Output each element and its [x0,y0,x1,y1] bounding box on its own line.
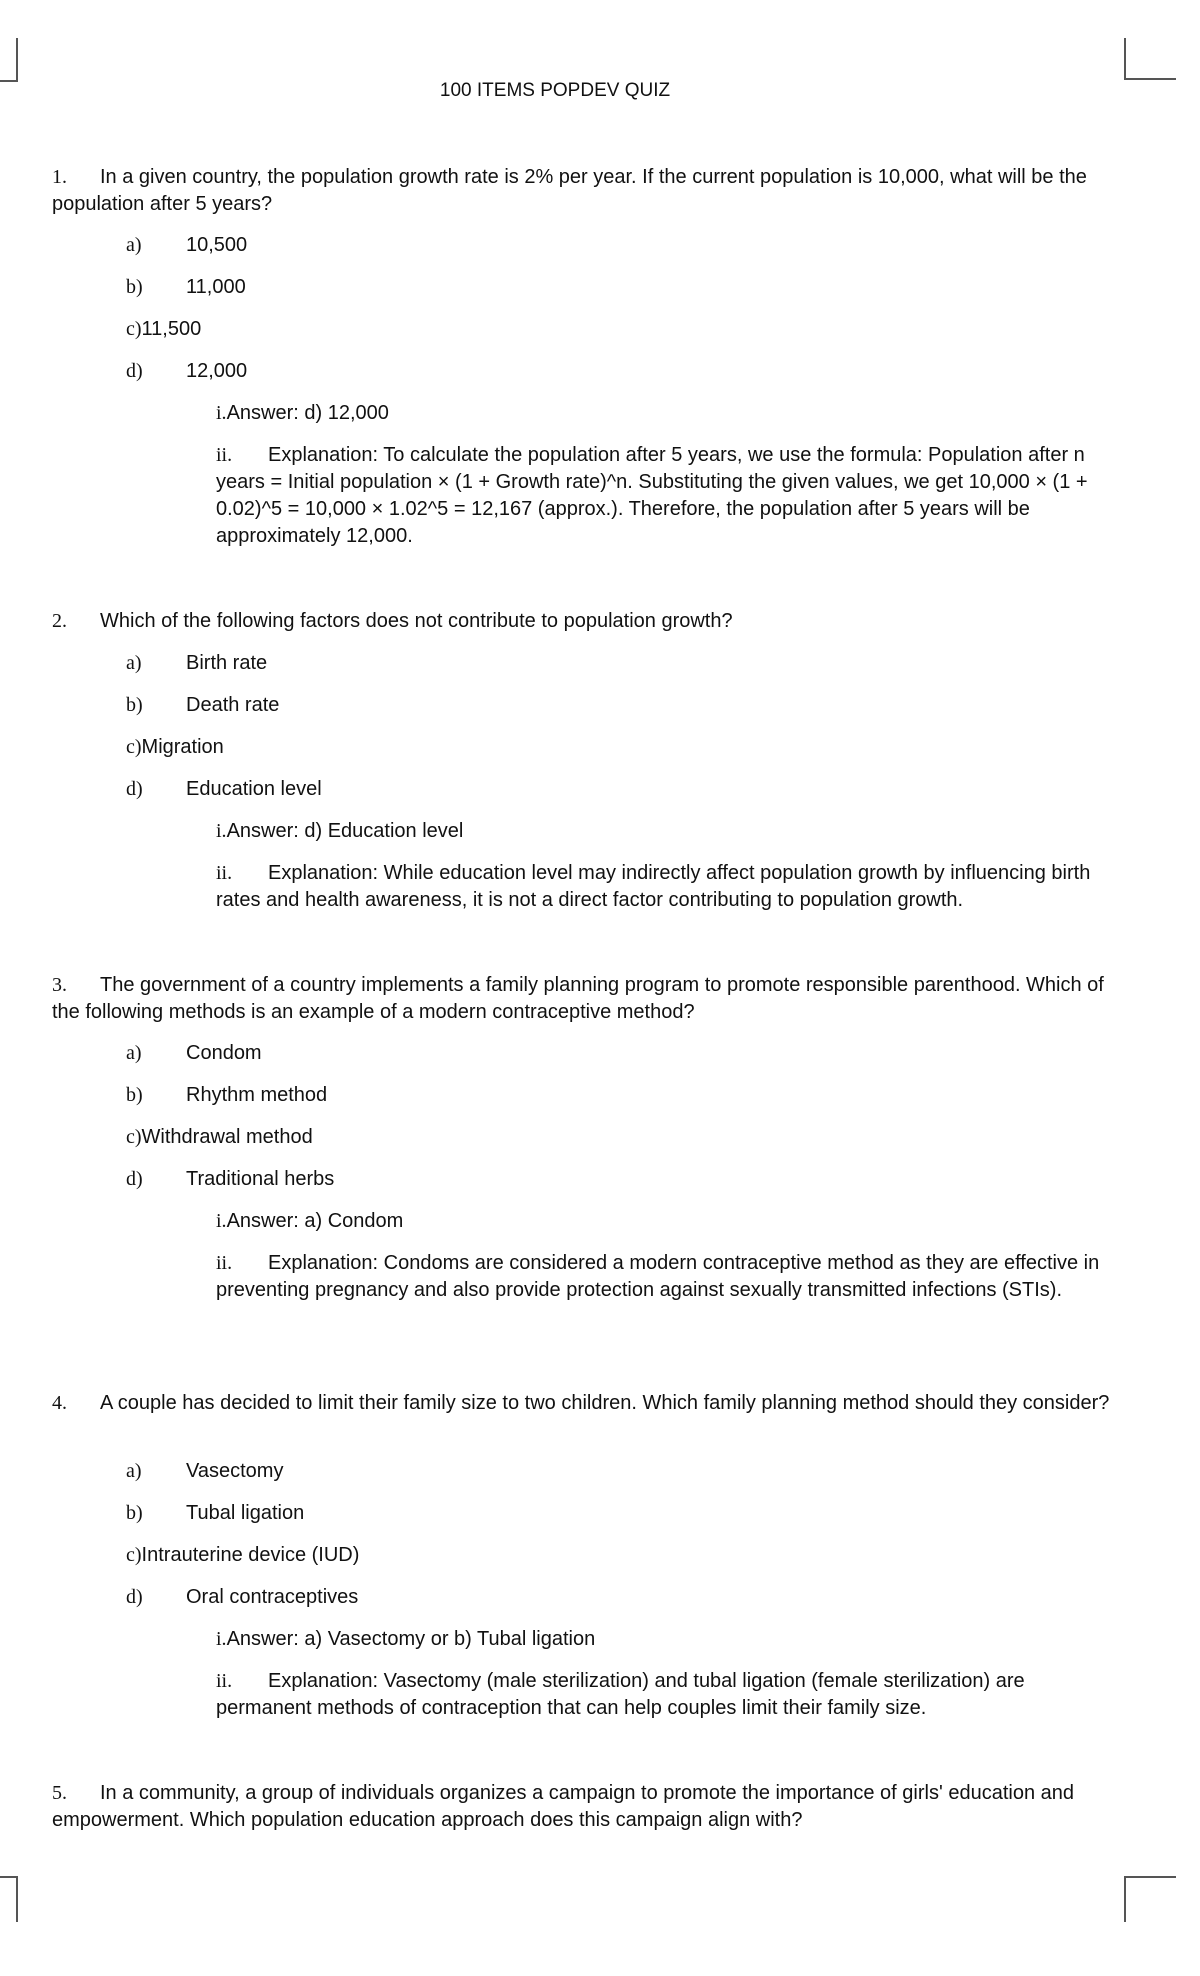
crop-mark-bottom-left [0,1876,18,1922]
explanation: ii. Explanation: While education level may indirectly affect population growth by influencing birth rates and health awareness, it is not a direct factor contributing to population growth. [216,862,1091,911]
crop-mark-top-left [0,38,18,82]
page-title: 100 ITEMS POPDEV QUIZ [439,80,671,101]
option-b: b) Death rate [126,694,280,716]
question-5 [52,1780,1112,1834]
option-c: c)Intrauterine device (IUD) [126,1544,360,1566]
question-text: In a community, a group of individuals organizes a campaign to promote the importance of girls' education and empowerment. Which population education approach does this campaign align with? [52,1782,1074,1831]
option-a: a) Birth rate [126,652,268,674]
question-number: 3. [52,974,67,996]
explanation: ii. Explanation: Condoms are considered a modern contraceptive method as they are effective in preventing pregnancy and also provide protection against sexually transmitted infections (STIs). [216,1252,1100,1301]
explanation: ii. Explanation: To calculate the population after 5 years, we use the formula: Population after n years = Initial population × (1 + Growth rate)^n. Substituting the given values, we get 10,000 × (1 + 0.02)^5 = 10,000 × 1.02^5 = 12,167 (approx.). Therefore, the population after 5 years will be approximately 12,000. [216,444,1088,547]
question-text: A couple has decided to limit their family size to two children. Which family planning method should they consider? [100,1392,1110,1414]
option-d: d) Education level [126,778,322,800]
question-number: 1. [52,166,67,188]
option-a: a) Condom [126,1042,262,1064]
answer: i.Answer: d) Education level [216,820,464,842]
option-a: a) 10,500 [126,234,248,256]
option-d: d) Oral contraceptives [126,1586,359,1608]
question-number: 4. [52,1392,67,1414]
option-b: b) Rhythm method [126,1084,328,1106]
crop-mark-top-right [1124,38,1176,80]
question-4 [52,1390,1112,1417]
option-c: c)Migration [126,736,224,758]
question-number: 2. [52,610,67,632]
option-d: d) 12,000 [126,360,248,382]
question-1 [52,164,1112,218]
option-d: d) Traditional herbs [126,1168,335,1190]
question-number: 5. [52,1782,67,1804]
explanation: ii. Explanation: Vasectomy (male sterilization) and tubal ligation (female sterilization) are permanent methods of contraception that can help couples limit their family size. [216,1670,1025,1719]
answer: i.Answer: d) 12,000 [216,402,389,424]
option-b: b) Tubal ligation [126,1502,305,1524]
question-text: The government of a country implements a family planning program to promote responsible parenthood. Which of the following methods is an example of a modern contraceptive method? [52,974,1104,1023]
question-2 [52,608,1112,635]
answer: i.Answer: a) Vasectomy or b) Tubal ligation [216,1628,596,1650]
question-3 [52,972,1112,1026]
question-text: Which of the following factors does not contribute to population growth? [100,610,733,632]
crop-mark-bottom-right [1124,1876,1176,1922]
option-c: c)Withdrawal method [126,1126,313,1148]
answer: i.Answer: a) Condom [216,1210,404,1232]
question-text: In a given country, the population growth rate is 2% per year. If the current population is 10,000, what will be the population after 5 years? [52,166,1087,215]
option-a: a) Vasectomy [126,1460,284,1482]
option-c: c)11,500 [126,318,202,340]
option-b: b) 11,000 [126,276,246,298]
